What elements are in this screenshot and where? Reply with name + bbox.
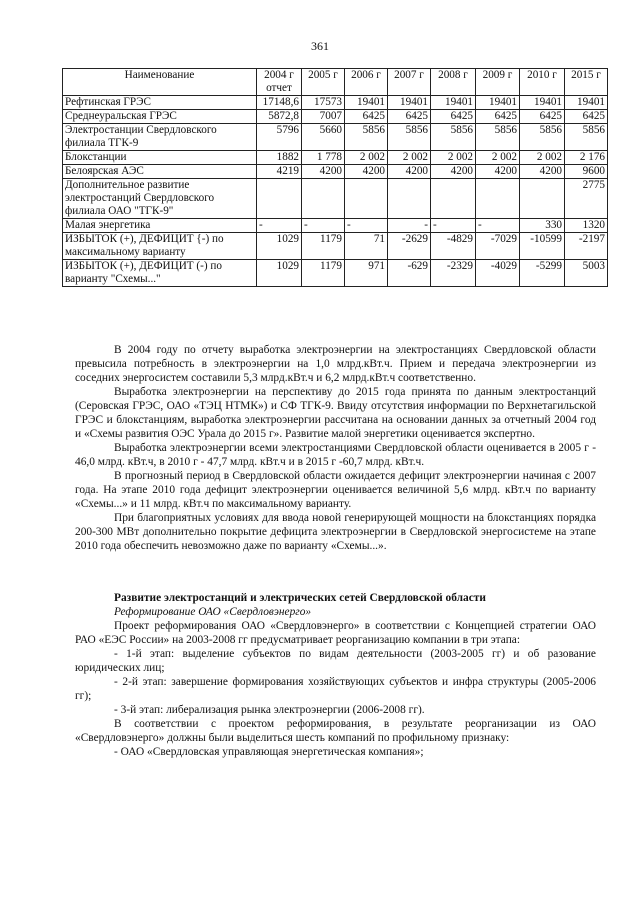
table-row [63, 165, 608, 179]
cell-value: 2 002 [345, 151, 388, 165]
paragraph: При благоприятных условиях для ввода новой генерирующей мощности на блокстанциях порядка 200-300 МВт дополнительно покрытие дефицита электроэнергии в Свердловской энергосистеме на этапе 2010 года обеспечить невозможно даже по варианту «Схемы...». [75, 512, 596, 552]
cell-value: -629 [388, 260, 431, 287]
cell-value [431, 179, 476, 219]
cell-value: - [388, 219, 431, 233]
table-header-row [63, 69, 608, 96]
cell-value [388, 179, 431, 219]
body-text [75, 343, 596, 759]
cell-value: -7029 [476, 233, 520, 260]
table-row [63, 96, 608, 110]
row-name: Среднеуральская ГРЭС [63, 110, 257, 124]
header-year-label: 2004 г [264, 69, 294, 81]
cell-value: 4200 [431, 165, 476, 179]
cell-value: 4219 [257, 165, 302, 179]
header-year: 2008 г [431, 69, 476, 96]
cell-value: 5003 [565, 260, 608, 287]
cell-value: 4200 [388, 165, 431, 179]
cell-value: 5872,8 [257, 110, 302, 124]
header-year-note: отчет [266, 82, 292, 94]
cell-value: 5660 [302, 124, 345, 151]
cell-value: 1179 [302, 260, 345, 287]
cell-value: 5856 [345, 124, 388, 151]
header-year: 2009 г [476, 69, 520, 96]
cell-value: -2629 [388, 233, 431, 260]
list-item: - 3-й этап: либерализация рынка электроэнергии (2006-2008 гг). [114, 704, 425, 716]
header-year: 2010 г [520, 69, 565, 96]
cell-value: 9600 [565, 165, 608, 179]
paragraph: В прогнозный период в Свердловской области ожидается дефицит электроэнергии начиная с 2007 года. На этапе 2010 года дефицит электроэнергии оценивается величиной 5,6 млрд. кВт.ч по варианту «Схемы...» и 11 млрд. кВт.ч по максимальному варианту. [75, 470, 596, 510]
header-year [257, 69, 302, 96]
cell-value: -2329 [431, 260, 476, 287]
cell-value: 6425 [520, 110, 565, 124]
cell-value: 1 778 [302, 151, 345, 165]
cell-value: 6425 [345, 110, 388, 124]
cell-value: -2197 [565, 233, 608, 260]
cell-value: 4200 [302, 165, 345, 179]
cell-value: 19401 [520, 96, 565, 110]
row-name: Электростанции Свердловского филиала ТГК-9 [63, 124, 257, 151]
cell-value: 5856 [476, 124, 520, 151]
cell-value: 7007 [302, 110, 345, 124]
cell-value: 5856 [520, 124, 565, 151]
header-year: 2005 г [302, 69, 345, 96]
paragraph: В 2004 году по отчету выработка электроэнергии на электростанциях Свердловской области превысила потребность в электроэнергии на 1,0 млрд.кВт.ч. Прием и передача электроэнергии из соседних энергосистем составили 5,3 млрд.кВт.ч и 6,2 млрд.кВт.ч соответственно. [75, 344, 596, 384]
cell-value: 17573 [302, 96, 345, 110]
row-name: ИЗБЫТОК (+), ДЕФИЦИТ {-) по максимальному варианту [63, 233, 257, 260]
cell-value: 17148,6 [257, 96, 302, 110]
row-name: Рефтинская ГРЭС [63, 96, 257, 110]
cell-value: 4200 [476, 165, 520, 179]
cell-value: 4200 [345, 165, 388, 179]
cell-value: 19401 [431, 96, 476, 110]
cell-value: 2775 [565, 179, 608, 219]
cell-value: 6425 [476, 110, 520, 124]
cell-value: 19401 [345, 96, 388, 110]
cell-value: -4029 [476, 260, 520, 287]
header-year: 2015 г [565, 69, 608, 96]
cell-value: 6425 [431, 110, 476, 124]
list-item: - 1-й этап: выделение субъектов по видам деятельности (2003-2005 гг) и об разование юридических лиц; [75, 648, 596, 674]
cell-value [257, 179, 302, 219]
cell-value: 2 002 [476, 151, 520, 165]
cell-value: - [431, 219, 476, 233]
list-item: - 2-й этап: завершение формирования хозяйствующих субъектов и инфра структуры (2005-2006 гг); [75, 676, 596, 702]
cell-value: 5856 [388, 124, 431, 151]
section-heading: Развитие электростанций и электрических сетей Свердловской области [114, 592, 486, 604]
cell-value: 1179 [302, 233, 345, 260]
cell-value [476, 179, 520, 219]
cell-value: 5856 [565, 124, 608, 151]
cell-value: 71 [345, 233, 388, 260]
cell-value: 2 176 [565, 151, 608, 165]
header-year: 2006 г [345, 69, 388, 96]
paragraph: Проект реформирования ОАО «Свердловэнерго» в соответствии с Концепцией стратегии ОАО РАО «ЕЭС России» на 2003-2008 гг предусматривает реорганизацию компании в три этапа: [75, 620, 596, 646]
paragraph: Выработка электроэнергии всеми электростанциями Свердловской области оценивается в 2005 г - 46,0 млрд. кВт.ч, в 2010 г - 47,7 млрд. кВт.ч и в 2015 г -60,7 млрд. кВт.ч. [75, 442, 596, 468]
cell-value: 1029 [257, 260, 302, 287]
cell-value: - [476, 219, 520, 233]
cell-value: 5856 [431, 124, 476, 151]
cell-value: - [302, 219, 345, 233]
row-name: Дополнительное развитие электростанций Свердловского филиала ОАО "ТГК-9" [63, 179, 257, 219]
cell-value: 6425 [565, 110, 608, 124]
header-name: Наименование [63, 69, 257, 96]
cell-value: -5299 [520, 260, 565, 287]
row-name: Малая энергетика [63, 219, 257, 233]
table-row [63, 124, 608, 151]
cell-value: 330 [520, 219, 565, 233]
row-name: Белоярская АЭС [63, 165, 257, 179]
cell-value: 1320 [565, 219, 608, 233]
cell-value: 19401 [476, 96, 520, 110]
cell-value: -10599 [520, 233, 565, 260]
table-row [63, 260, 608, 287]
cell-value: -4829 [431, 233, 476, 260]
cell-value: 2 002 [388, 151, 431, 165]
table-row [63, 110, 608, 124]
cell-value: - [345, 219, 388, 233]
paragraph: В соответствии с проектом реформирования, в результате реорганизации из ОАО «Свердловэнерго» должны были выделиться шесть компаний по профильному признаку: [75, 718, 596, 744]
table-row [63, 151, 608, 165]
cell-value: 1029 [257, 233, 302, 260]
cell-value: 6425 [388, 110, 431, 124]
list-item: - ОАО «Свердловская управляющая энергетическая компания»; [114, 746, 424, 758]
row-name: Блокстанции [63, 151, 257, 165]
row-name: ИЗБЫТОК (+), ДЕФИЦИТ (-) по варианту "Схемы..." [63, 260, 257, 287]
cell-value: 2 002 [520, 151, 565, 165]
cell-value: 1882 [257, 151, 302, 165]
cell-value: 2 002 [431, 151, 476, 165]
cell-value [520, 179, 565, 219]
table-row [63, 233, 608, 260]
table-row [63, 179, 608, 219]
cell-value: 971 [345, 260, 388, 287]
cell-value: 19401 [565, 96, 608, 110]
cell-value: - [257, 219, 302, 233]
generation-balance-table [62, 68, 608, 287]
subsection-heading: Реформирование ОАО «Свердловэнерго» [114, 606, 312, 618]
paragraph: Выработка электроэнергии на перспективу до 2015 года принята по данным электростанций (Серовская ГРЭС, ОАО «ТЭЦ НТМК») и СФ ТГК-9. Ввиду отсутствия информации по Верхнетагильской ГРЭС и блокстанциям, выработка электроэнергии рассчитана на основании данных за отчетный 2004 год и «Схемы развития ОЭС Урала до 2015 г». Развитие малой энергетики оценивается экспертно. [75, 386, 596, 440]
page-number: 361 [311, 39, 329, 53]
cell-value: 19401 [388, 96, 431, 110]
header-year: 2007 г [388, 69, 431, 96]
cell-value: 4200 [520, 165, 565, 179]
cell-value [345, 179, 388, 219]
cell-value: 5796 [257, 124, 302, 151]
cell-value [302, 179, 345, 219]
table-row [63, 219, 608, 233]
